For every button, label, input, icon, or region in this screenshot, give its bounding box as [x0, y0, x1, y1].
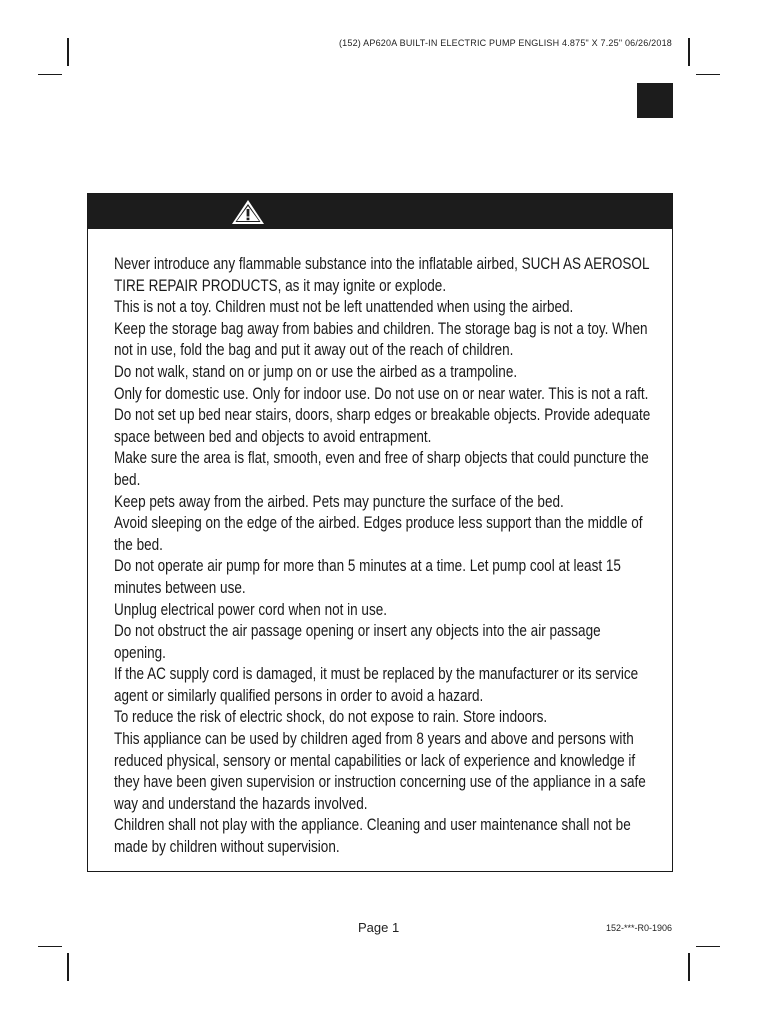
crop-mark	[38, 74, 62, 75]
warning-item: Do not walk, stand on or jump on or use the airbed as a trampoline.	[114, 362, 518, 381]
warning-item: To reduce the risk of electric shock, do not expose to rain. Store indoors.	[114, 708, 548, 727]
crop-mark	[688, 953, 690, 981]
warning-item: Make sure the area is flat, smooth, even and free of sharp objects that could puncture the bed.	[114, 449, 649, 489]
warning-item: Do not operate air pump for more than 5 minutes at a time. Let pump cool at least 15 minutes between use.	[114, 557, 621, 597]
crop-mark	[38, 946, 62, 947]
warning-item: Avoid sleeping on the edge of the airbed. Edges produce less support than the middle of the bed.	[114, 514, 643, 554]
warning-item: Keep the storage bag away from babies and children. The storage bag is not a toy. When not in use, fold the bag and put it away out of the reach of children.	[114, 319, 648, 360]
warning-item: This is not a toy. Children must not be left unattended when using the airbed.	[114, 298, 574, 317]
warning-triangle-icon	[230, 198, 266, 226]
warning-item: Children shall not play with the appliance. Cleaning and user maintenance shall not be made by children without supervision.	[114, 816, 631, 857]
crop-mark	[696, 74, 720, 75]
page-number: Page 1	[358, 920, 400, 935]
warning-item: Unplug electrical power cord when not in use.	[114, 600, 388, 619]
warning-item: This appliance can be used by children aged from 8 years and above and persons with reduced physical, sensory or mental capabilities or lack of experience and knowledge if they have been given supervision or instruction concerning use of the appliance in a safe way and understand the hazards involved.	[114, 730, 646, 813]
print-spec-header: (152) AP620A BUILT-IN ELECTRIC PUMP ENGLISH 4.875" X 7.25" 06/26/2018	[338, 38, 672, 48]
warning-box	[87, 193, 673, 872]
crop-mark	[67, 953, 69, 981]
crop-mark	[688, 38, 690, 66]
warning-item: Do not set up bed near stairs, doors, sharp edges or breakable objects. Provide adequate space between bed and objects to avoid entrapment.	[114, 406, 651, 446]
warning-item: Keep pets away from the airbed. Pets may puncture the surface of the bed.	[114, 492, 564, 511]
warning-item: If the AC supply cord is damaged, it must be replaced by the manufacturer or its service agent or similarly qualified persons in order to avoid a hazard.	[114, 665, 639, 705]
warning-item: Do not obstruct the air passage opening or insert any objects into the air passage opening.	[114, 622, 601, 662]
document-code: 152-***-R0-1906	[605, 923, 672, 933]
warning-item: Only for domestic use. Only for indoor use. Do not use on or near water. This is not a raft.	[114, 384, 649, 403]
warning-list	[114, 254, 655, 859]
section-tab-marker	[637, 83, 673, 118]
crop-mark	[67, 38, 69, 66]
warning-header-bar	[88, 194, 672, 229]
warning-item: Never introduce any flammable substance into the inflatable airbed, SUCH AS AEROSOL TIRE REPAIR PRODUCTS, as it may ignite or explode.	[114, 255, 649, 295]
crop-mark	[696, 946, 720, 947]
